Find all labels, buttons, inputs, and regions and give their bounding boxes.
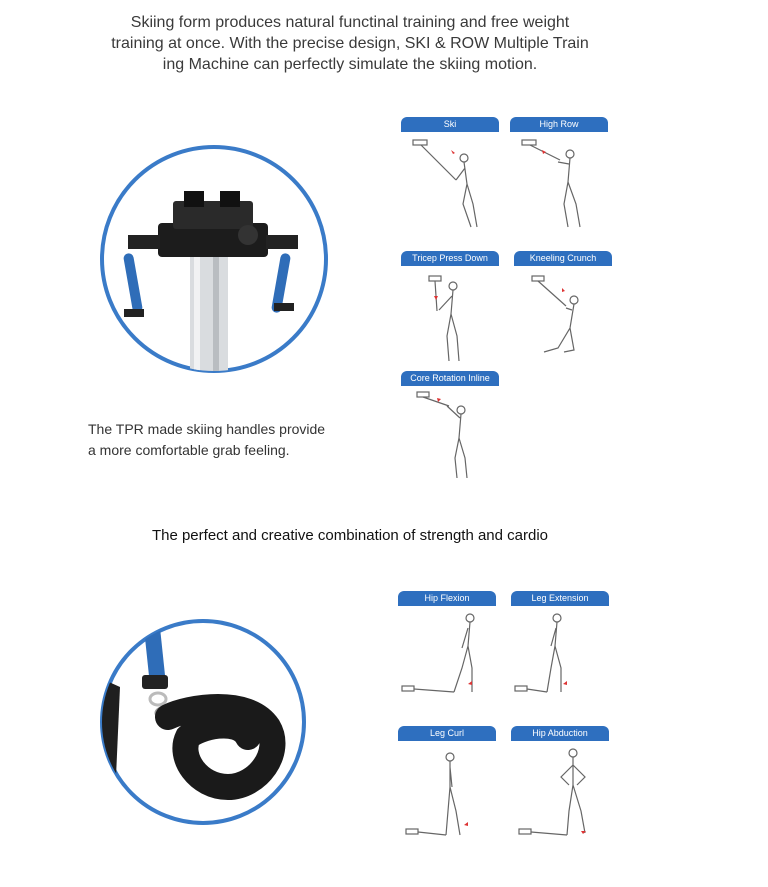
exercise-label: Kneeling Crunch [514, 251, 612, 266]
kneeling-figure-icon [514, 266, 612, 371]
intro-line-3: ing Machine can perfectly simulate the skiing motion. [162, 56, 538, 73]
exercise-label: High Row [510, 117, 608, 132]
intro-text [80, 12, 620, 75]
leg-curl-figure-icon [398, 741, 496, 856]
exercise-label: Core Rotation Inline [401, 371, 499, 386]
exercise-high-row [510, 117, 608, 237]
exercise-label: Ski [401, 117, 499, 132]
exercise-tricep-press-down [401, 251, 499, 371]
section-title: The perfect and creative combination of strength and cardio [151, 527, 549, 544]
exercise-hip-abduction [511, 726, 609, 846]
core-rotation-figure-icon [401, 386, 499, 491]
exercise-ski [401, 117, 499, 237]
exercise-hip-flexion [398, 591, 496, 711]
high-row-figure-icon [510, 132, 608, 237]
ski-figure-icon [401, 132, 499, 237]
ankle-strap-closeup-image [98, 617, 308, 827]
exercise-kneeling-crunch [514, 251, 612, 371]
caption-line-2: a more comfortable grab feeling. [88, 442, 290, 458]
exercise-core-rotation-inline [401, 371, 499, 491]
leg-extension-figure-icon [511, 606, 609, 721]
exercise-label: Leg Curl [398, 726, 496, 741]
exercise-label: Hip Flexion [398, 591, 496, 606]
exercise-leg-extension [511, 591, 609, 711]
intro-line-2: training at once. With the precise design, SKI & ROW Multiple Train [111, 35, 589, 52]
tricep-figure-icon [401, 266, 499, 371]
exercise-label: Hip Abduction [511, 726, 609, 741]
handles-caption [88, 419, 325, 461]
handles-closeup-image [98, 143, 330, 375]
hip-abduction-figure-icon [511, 741, 609, 856]
caption-line-1: The TPR made skiing handles provide [88, 421, 326, 437]
intro-line-1: Skiing form produces natural functinal training and free weight [130, 14, 570, 31]
hip-flexion-figure-icon [398, 606, 496, 721]
exercise-label: Tricep Press Down [401, 251, 499, 266]
exercise-leg-curl [398, 726, 496, 846]
exercise-label: Leg Extension [511, 591, 609, 606]
